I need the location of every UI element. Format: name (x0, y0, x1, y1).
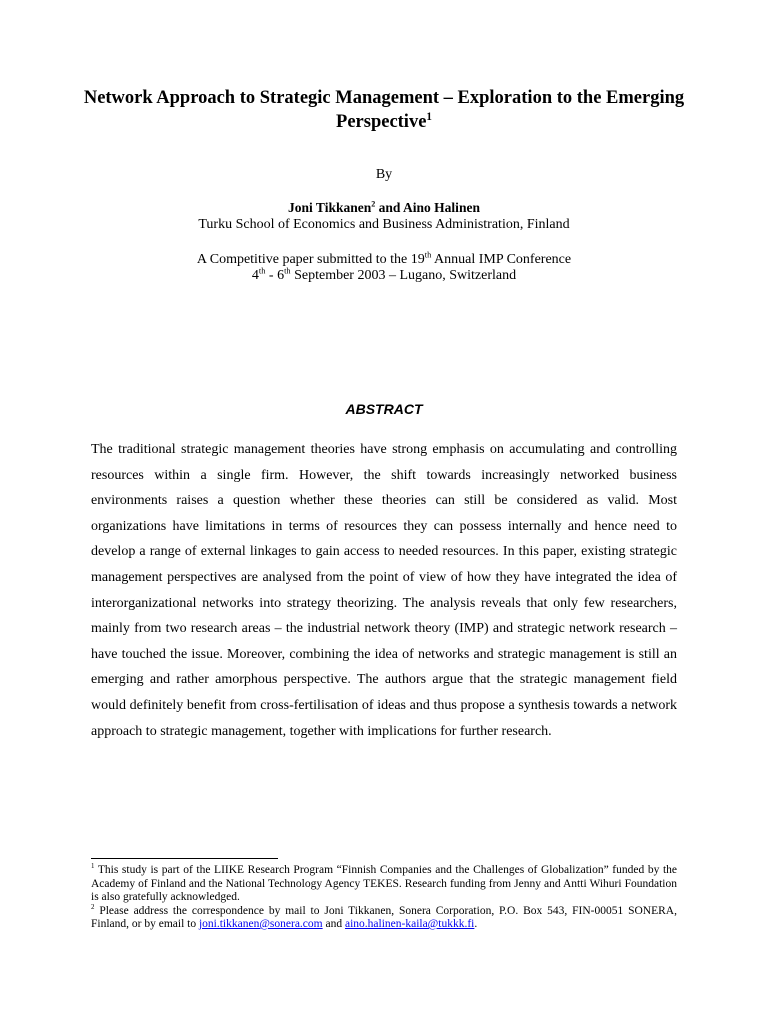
footnote-divider (91, 858, 278, 859)
author-footnote-mark: 2 (371, 199, 376, 209)
abstract-body: The traditional strategic management theories have strong emphasis on accumulating and controlling resources within a single firm. However, the shift towards increasingly networked business environments raises a question whether these theories can still be considered as valid. Most organizations have limitations in terms of resources they can possess internally and hence need to develop a range of external linkages to gain access to needed resources. In this paper, existing strategic management perspectives are analysed from the point of view of how they have integrated the idea of interorganizational networks into strategy theorizing. The analysis reveals that only few researchers, mainly from two research areas – the industrial network theory (IMP) and strategic network research – have touched the issue. Moreover, combining the idea of networks and strategic management is still an emerging and rather amorphous perspective. The authors argue that the strategic management field would definitely benefit from cross-fertilisation of ideas and thus propose a synthesis towards a network approach to strategic management, together with implications for further research. (91, 442, 677, 739)
conference-dates (60, 267, 708, 284)
submission-ordinal: th (424, 250, 432, 260)
footnote-2-mark: 2 (91, 903, 95, 911)
footnote-1-text: This study is part of the LIIKE Research Program “Finnish Companies and the Challenges of Globalization” funded by the Academy of Finland and the National Technology Agency TEKES. Research funding from Jenny and Antti Wihuri Foundation is also gratefully acknowledged. (91, 864, 677, 903)
author-name-1: Joni Tikkanen (288, 200, 372, 215)
date-start: 4 (251, 268, 259, 283)
submission-pre: A Competitive paper submitted to the 19 (196, 252, 425, 267)
title-footnote-mark: 1 (426, 110, 432, 123)
submission-note (60, 251, 708, 268)
date-end: - 6 (265, 268, 285, 283)
footnote-2 (91, 905, 677, 932)
footnote-2-and: and (322, 918, 345, 930)
abstract-heading: ABSTRACT (345, 401, 423, 417)
footnote-1 (91, 864, 677, 905)
paper-title-text: Network Approach to Strategic Management – Exploration to the Emerging Perspective (83, 88, 685, 132)
date-location: September 2003 – Lugano, Switzerland (290, 268, 517, 283)
author-line (60, 199, 708, 216)
footnotes (91, 864, 677, 932)
affiliation: Turku School of Economics and Business Administration, Finland (198, 217, 570, 232)
paper-title (60, 86, 708, 134)
email-link-tikkanen[interactable]: joni.tikkanen@sonera.com (198, 918, 323, 930)
footnote-2-end: . (474, 918, 478, 930)
footnote-1-mark: 1 (91, 863, 95, 871)
footnote-2-text: Please address the correspondence by mail to Joni Tikkanen, Sonera Corporation, P.O. Box 543, FIN-00051 SONERA, Finland, or by email to (91, 904, 677, 930)
author-name-2: and Aino Halinen (375, 200, 480, 215)
by-label: By (375, 167, 393, 182)
date-start-ordinal: th (258, 266, 266, 276)
submission-post: Annual IMP Conference (431, 252, 572, 267)
email-link-halinen[interactable]: aino.halinen-kaila@tukkk.fi (344, 918, 475, 930)
date-end-ordinal: th (284, 266, 291, 276)
